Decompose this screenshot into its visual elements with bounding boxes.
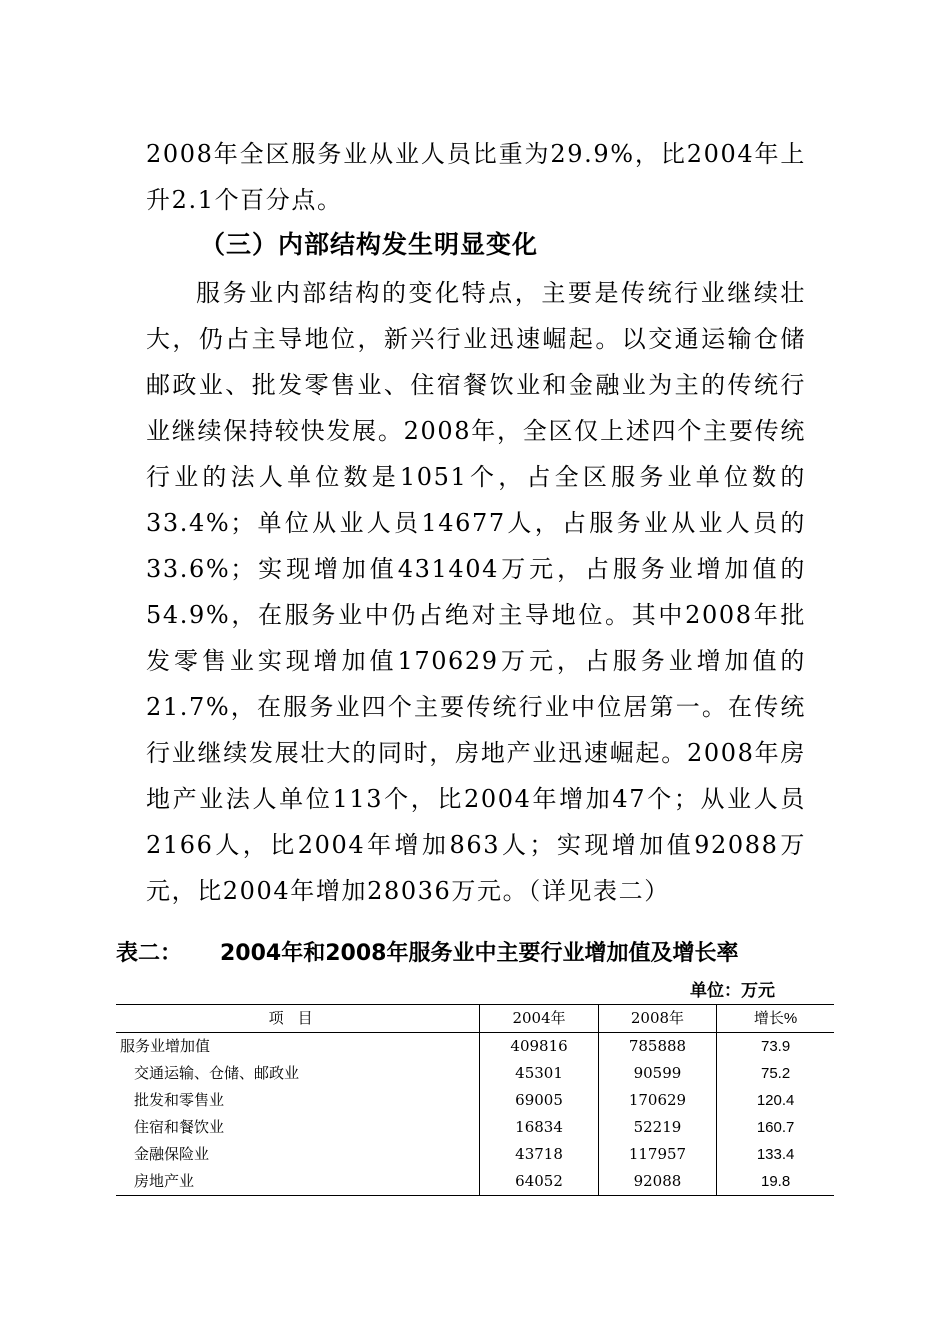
- row-2004-value: 16834: [480, 1114, 598, 1141]
- row-item: 批发和零售业: [134, 1091, 225, 1109]
- row-2008-value: 92088: [598, 1168, 716, 1196]
- row-2004-value: 43718: [480, 1141, 598, 1168]
- table-unit: 单位：万元: [690, 981, 775, 1001]
- header-item: 项目: [116, 1005, 480, 1033]
- header-2008: 2008年: [598, 1005, 716, 1033]
- row-item: 房地产业: [116, 1168, 480, 1196]
- row-2008-value: 117957: [598, 1141, 716, 1168]
- row-2004-value: 64052: [480, 1168, 598, 1196]
- row-2008-value: 52219: [598, 1114, 716, 1141]
- row-growth: 75.2: [717, 1060, 834, 1087]
- table-row: [116, 1060, 834, 1087]
- value-added-table: [116, 1004, 834, 1196]
- table-row: [116, 1087, 834, 1114]
- row-item: 交通运输、仓储、邮政业: [134, 1064, 300, 1082]
- paragraph-employment-share: 2008年全区服务业从业人员比重为29.9%，比2004年上升2.1个百分点。: [146, 140, 806, 214]
- paragraph-internal-structure: 服务业内部结构的变化特点，主要是传统行业继续壮大，仍占主导地位，新兴行业迅速崛起。以交通运输仓储邮政业、批发零售业、住宿餐饮业和金融业为主的传统行业继续保持较快发展。2008年，全区仅上述四个主要传统行业的法人单位数是1051个，占全区服务业单位数的33.4%；单位从业人员14677人，占服务业从业人员的33.6%；实现增加值431404万元，占服务业增加值的54.9%，在服务业中仍占绝对主导地位。其中2008年批发零售业实现增加值170629万元，占服务业增加值的21.7%，在服务业四个主要传统行业中位居第一。在传统行业继续发展壮大的同时，房地产业迅速崛起。2008年房地产业法人单位113个，比2004年增加47个；从业人员2166人，比2004年增加863人；实现增加值92088万元，比2004年增加28036万元。（详见表二）: [146, 279, 806, 905]
- table-caption-label: 表二：: [116, 941, 183, 966]
- row-growth: 19.8: [717, 1168, 834, 1196]
- row-growth: 133.4: [717, 1141, 834, 1168]
- row-2004-value: 45301: [480, 1060, 598, 1087]
- row-growth: 160.7: [717, 1114, 834, 1141]
- table-header-row: [116, 1005, 834, 1033]
- row-2008-value: 170629: [598, 1087, 716, 1114]
- header-growth: 增长%: [717, 1005, 834, 1033]
- row-2004-value: 69005: [480, 1087, 598, 1114]
- table-row: [116, 1168, 834, 1196]
- table-row: [116, 1141, 834, 1168]
- row-2004-value: 409816: [480, 1033, 598, 1061]
- row-item: 住宿和餐饮业: [134, 1118, 225, 1136]
- row-item: 金融保险业: [134, 1145, 210, 1163]
- header-2004: 2004年: [480, 1005, 598, 1033]
- row-growth: 73.9: [717, 1033, 834, 1061]
- row-2008-value: 785888: [598, 1033, 716, 1061]
- table-row: [116, 1033, 834, 1061]
- table-row: [116, 1114, 834, 1141]
- table-caption-title: 2004年和2008年服务业中主要行业增加值及增长率: [220, 941, 739, 966]
- table-caption: [116, 938, 836, 970]
- row-2008-value: 90599: [598, 1060, 716, 1087]
- section-heading: （三）内部结构发生明显变化: [200, 230, 539, 259]
- row-item: 服务业增加值: [120, 1037, 211, 1055]
- row-growth: 120.4: [717, 1087, 834, 1114]
